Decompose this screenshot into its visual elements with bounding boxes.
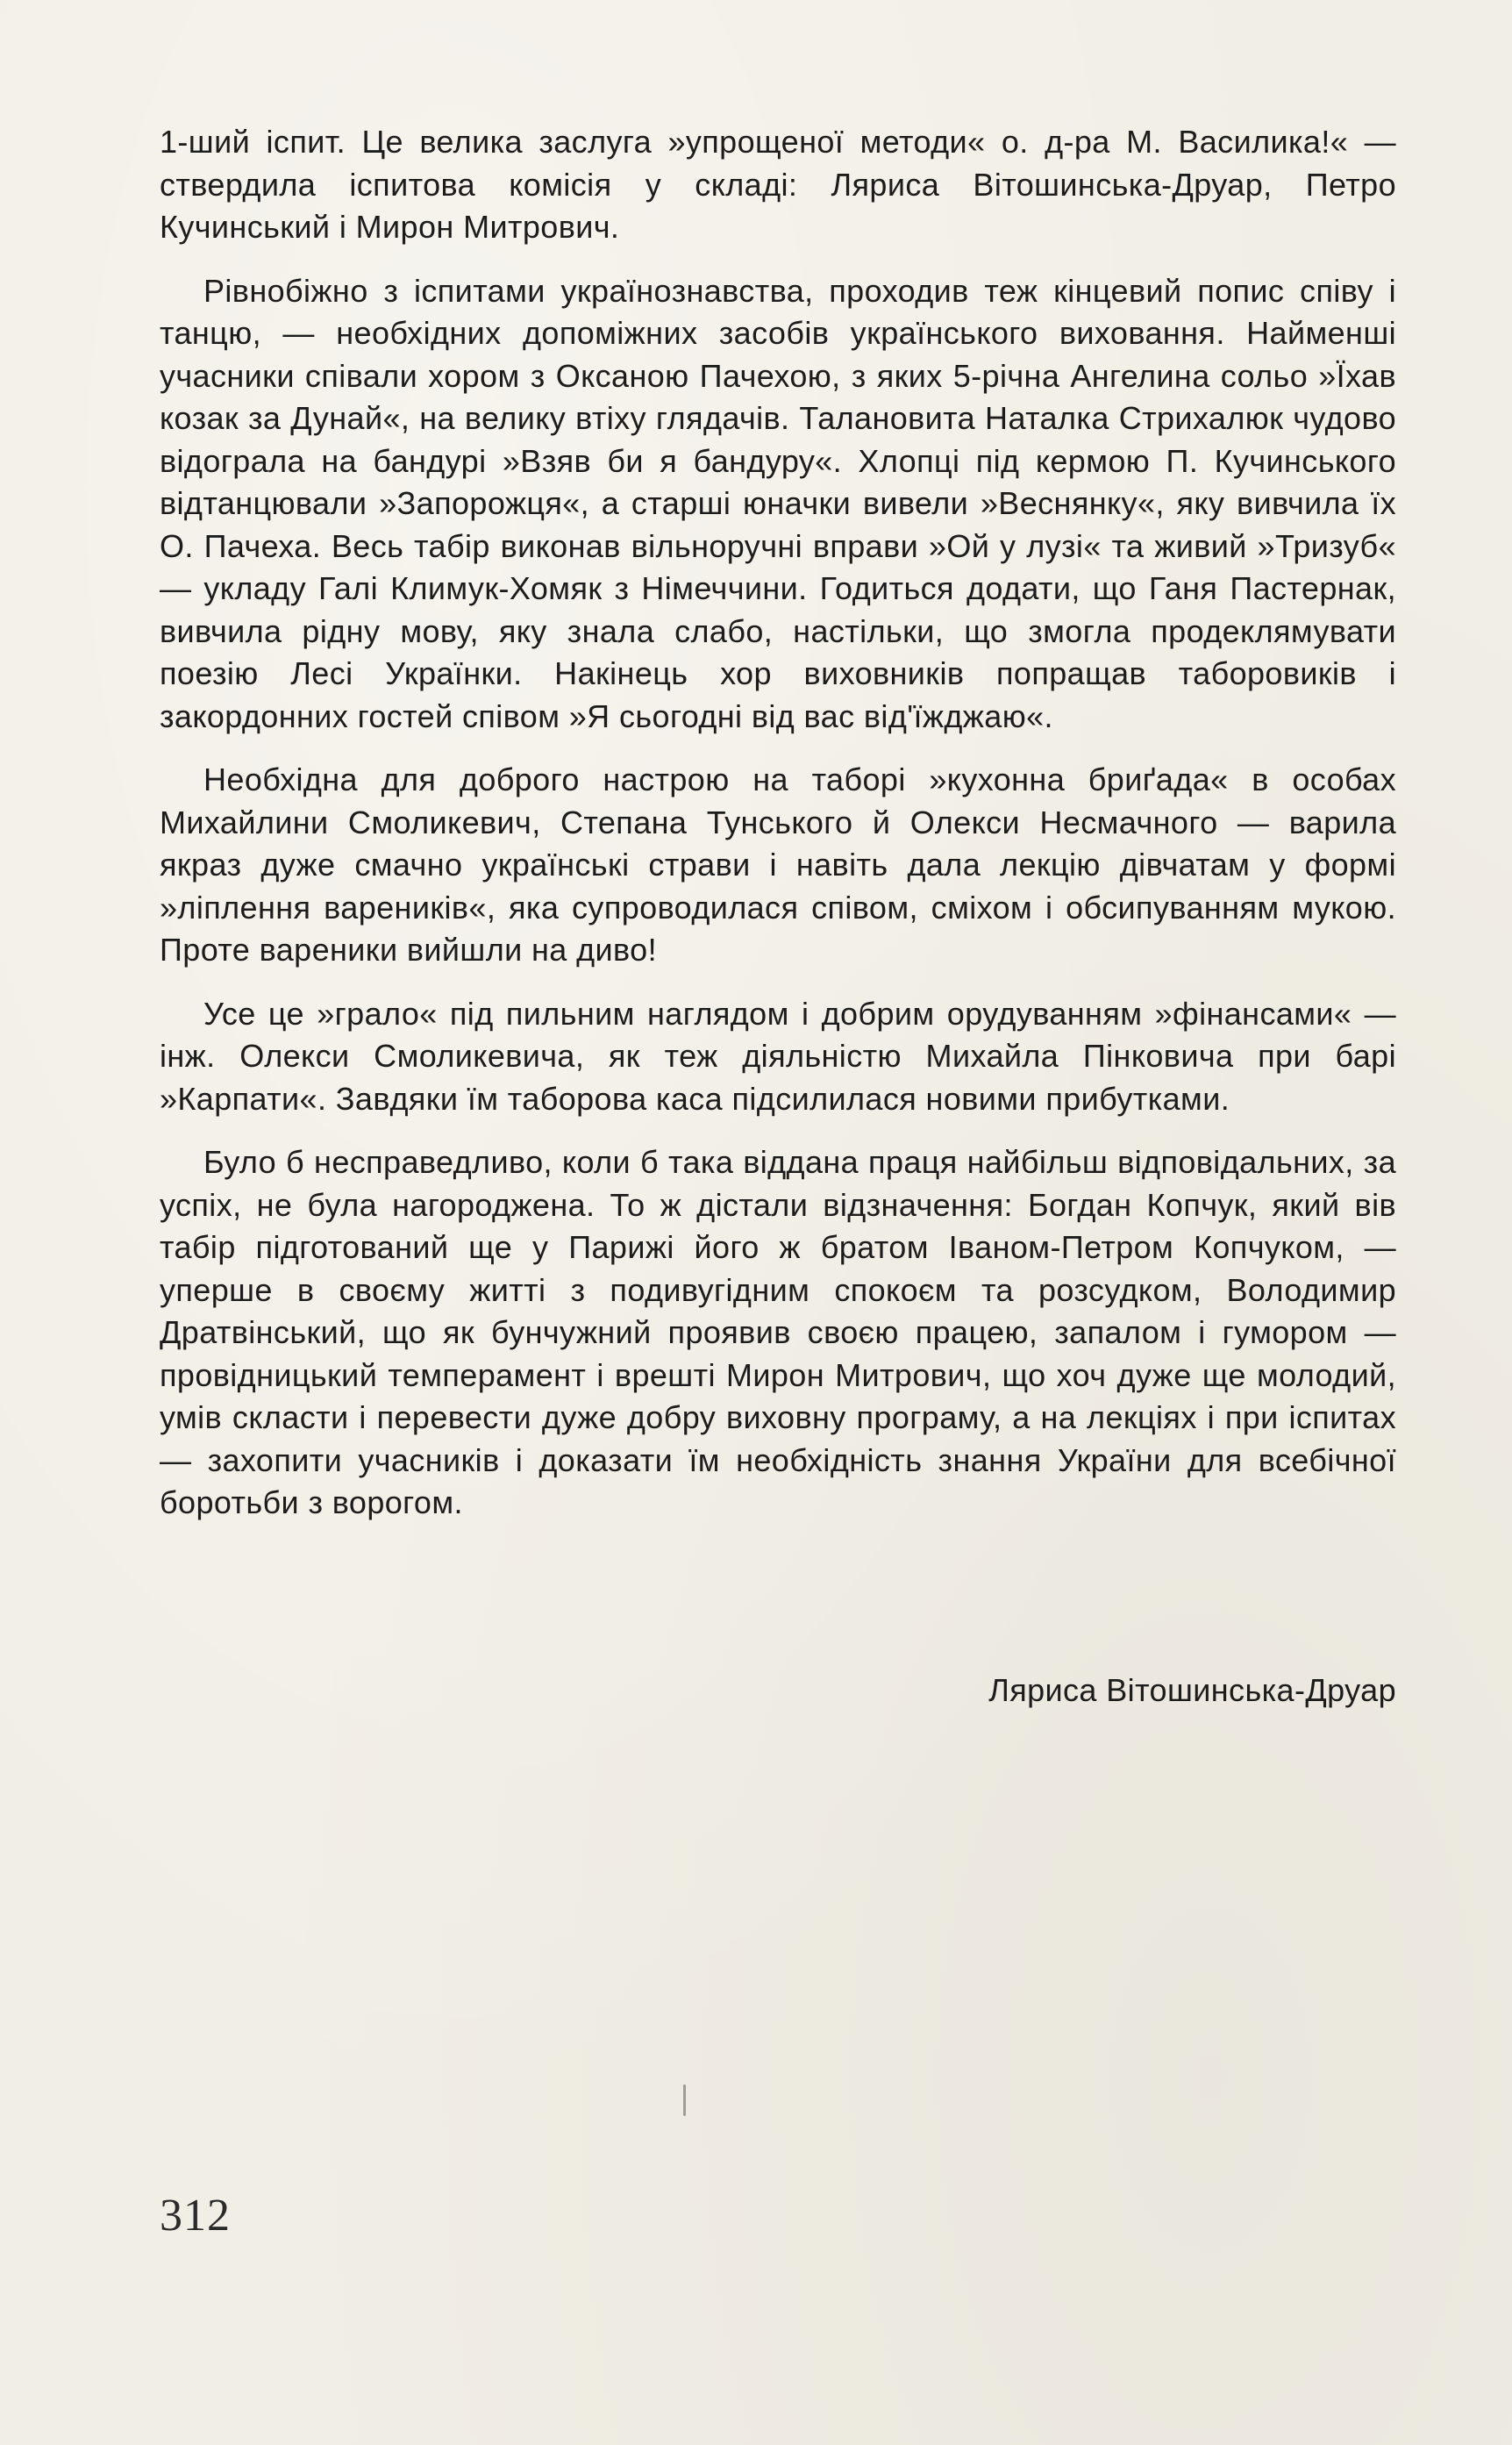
paragraph-5: Було б несправедливо, коли б така віддана праця найбільш відповідальних, за успіх, не була нагороджена. То ж дістали відзначення: Богдан Копчук, який вів табір підготований ще у Парижі його ж братом Іваном-Петром Копчуком, — уперше в своєму житті з подивугідним спокоєм та розсудком, Володимир Дратвінський, що як бунчужний проявив своєю працею, запалом і гумором — провідницький темперамент і врешті Мирон Митрович, що хоч дуже ще молодий, умів скласти і перевести дуже добру виховну програму, а на лекціях і при іспитах — захопити учасників і доказати їм необхідність знання України для всебічної боротьби з ворогом. (160, 1144, 1396, 1520)
print-speck (683, 2084, 686, 2116)
article-body (160, 121, 1396, 1546)
paragraph-3: Необхідна для доброго настрою на таборі »кухонна бриґада« в особах Михайлини Смоликевич, Степана Тунського й Олекси Несмачного — варила якраз дуже смачно українські страви і навіть дала лекцію дівчатам у формі »ліплення вареників«, яка супроводилася співом, сміхом і обсипуванням мукою. Проте вареники вийшли на диво! (160, 761, 1396, 968)
paragraph-2: Рівнобіжно з іспитами українознавства, проходив теж кінцевий попис співу і танцю, — необхідних допоміжних засобів українського виховання. Найменші учасники співали хором з Оксаною Пачехою, з яких 5-річна Ангелина сольо »Їхав козак за Дунай«, на велику втіху глядачів. Талановита Наталка Стрихалюк чудово відограла на бандурі »Взяв би я бандуру«. Хлопці під кермою П. Кучинського відтанцювали »Запорожця«, а старші юначки вивели »Веснянку«, яку вивчила їх О. Пачеха. Весь табір виконав вільноручні вправи »Ой у лузі« та живий »Тризуб« — укладу Галі Климук-Хомяк з Німеччини. Годиться додати, що Ганя Пастернак, вивчила рідну мову, яку знала слабо, настільки, що змогла продеклямувати поезію Лесі Українки. Накінець хор виховників попращав таборовиків і закордонних гостей співом »Я сьогодні від вас від'їжджаю«. (160, 272, 1396, 734)
page-number: 312 (160, 2191, 231, 2241)
paragraph-1: 1-ший іспит. Це велика заслуга »упрощеної методи« о. д-ра М. Василика!« — ствердила іспитова комісія у складі: Ляриса Вітошинська-Друар, Петро Кучинський і Мирон Митрович. (160, 124, 1396, 245)
paragraph-4: Усе це »грало« під пильним наглядом і добрим орудуванням »фінансами« — інж. Олекси Смоликевича, як теж діяльністю Михайла Пінковича при барі »Карпати«. Завдяки їм таборова каса підсилилася новими прибутками. (160, 995, 1396, 1117)
author-signature: Ляриса Вітошинська-Друар (988, 1672, 1396, 1708)
